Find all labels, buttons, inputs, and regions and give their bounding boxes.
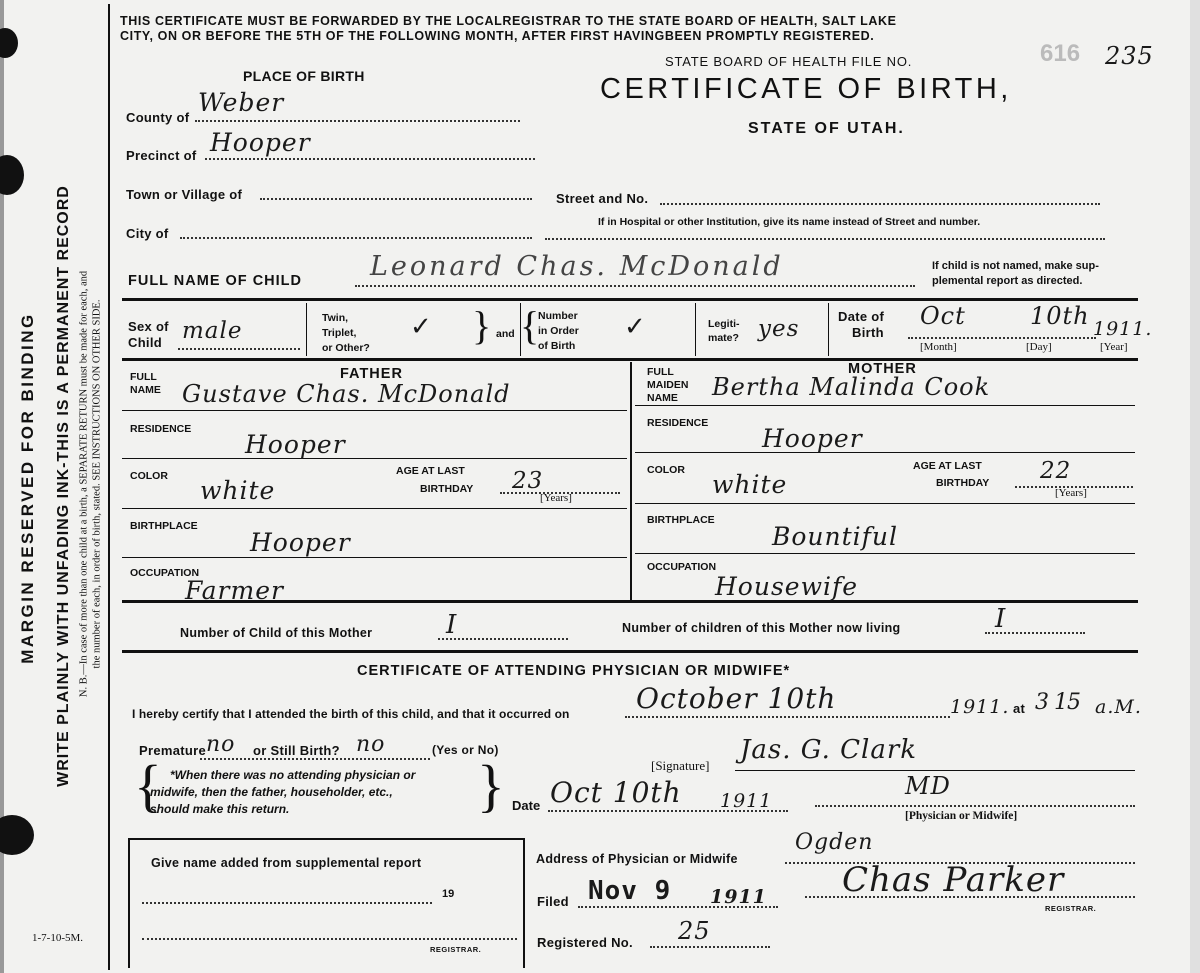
order-label-3: of Birth <box>538 340 576 352</box>
place-of-birth-heading: PLACE OF BIRTH <box>243 68 365 84</box>
stillbirth-label: or Still Birth? <box>253 743 340 758</box>
page-right-edge <box>1190 0 1200 973</box>
father-name-value: Gustave Chas. McDonald <box>182 380 511 408</box>
note-line3: should make this return. <box>150 802 290 816</box>
mother-occupation-value: Housewife <box>715 572 859 601</box>
supplemental-heading: Give name added from supplemental report <box>151 856 422 870</box>
header-notice-line2: CITY, ON OR BEFORE THE 5TH OF THE FOLLOWING MONTH, AFTER FIRST HAVINGBEEN PROMPTLY REGISTERED. <box>120 29 875 43</box>
filed-line <box>578 906 778 908</box>
father-occupation-label: OCCUPATION <box>130 567 200 579</box>
date-year: 1911 <box>720 790 773 812</box>
father-age-value: 23 <box>512 468 544 494</box>
living-line <box>985 632 1085 634</box>
town-line <box>260 198 532 200</box>
physician-heading: CERTIFICATE OF ATTENDING PHYSICIAN OR MIDWIFE* <box>357 663 791 679</box>
mother-residence-value: Hooper <box>762 424 863 453</box>
precinct-label: Precinct of <box>126 148 197 163</box>
child-name-label: FULL NAME OF CHILD <box>128 273 302 289</box>
occurred-date: October 10th <box>636 682 837 715</box>
legit-label-1: Legiti- <box>708 318 740 330</box>
mother-residence-label: RESIDENCE <box>647 417 709 429</box>
mother-age-value: 22 <box>1040 458 1072 484</box>
role-value: MD <box>905 772 951 800</box>
child-name-value: Leonard Chas. McDonald <box>370 251 784 282</box>
twin-brace: } <box>472 303 492 348</box>
father-occupation-value: Farmer <box>185 576 284 605</box>
address-value: Ogden <box>795 830 874 855</box>
state-file-no-label: STATE BOARD OF HEALTH FILE NO. <box>665 54 913 69</box>
rule-mother-color <box>635 452 1135 453</box>
hospital-line <box>545 238 1105 240</box>
father-birthplace-label: BIRTHPLACE <box>130 520 198 532</box>
sex-label-1: Sex of <box>128 319 169 334</box>
certificate-subtitle: STATE OF UTAH. <box>748 120 905 137</box>
mother-years-caption: [Years] <box>1055 487 1087 499</box>
twin-label-2: Triplet, <box>322 327 357 339</box>
dob-label-2: Birth <box>852 325 884 340</box>
signature-line <box>735 770 1135 771</box>
note-brace-right: } <box>477 753 505 818</box>
rule-father-color <box>122 458 627 459</box>
registered-line <box>650 946 770 948</box>
margin-note-line2: the number of each, in order of birth, stated. SEE INSTRUCTIONS ON OTHER SIDE. <box>91 299 103 669</box>
child-number-value: I <box>446 610 458 640</box>
premature-label: Premature <box>139 743 207 758</box>
unnamed-note-line2: plemental report as directed. <box>932 275 1083 287</box>
father-color-value: white <box>200 476 276 505</box>
father-residence-value: Hooper <box>245 430 346 459</box>
father-residence-label: RESIDENCE <box>130 423 192 435</box>
child-name-line <box>355 285 915 287</box>
county-label: County of <box>126 110 190 125</box>
dob-line <box>908 337 1096 339</box>
filed-year: 1911 <box>710 886 767 908</box>
mother-age-label-1: AGE AT LAST <box>913 460 982 472</box>
twin-label-3: or Other? <box>322 342 370 354</box>
mother-birthplace-value: Bountiful <box>772 522 899 551</box>
mother-occupation-label: OCCUPATION <box>647 561 717 573</box>
time-value: 3 15 <box>1035 690 1080 715</box>
mother-color-value: white <box>712 470 788 499</box>
registrar-line <box>805 896 1135 898</box>
supplemental-registrar-caption: REGISTRAR. <box>430 945 482 954</box>
binding-hole-top <box>0 28 18 58</box>
sex-value: male <box>182 318 243 344</box>
mother-name-value: Bertha Malinda Cook <box>712 373 991 401</box>
sex-label-2: Child <box>128 335 162 350</box>
occurred-line <box>625 716 950 718</box>
date-value: Oct 10th <box>550 776 682 809</box>
dob-label-1: Date of <box>838 309 885 324</box>
binding-hole-upper <box>0 155 24 195</box>
unnamed-note-line1: If child is not named, make sup- <box>932 260 1099 272</box>
order-brace: { <box>520 303 540 348</box>
signature-value: Jas. G. Clark <box>740 735 918 765</box>
registrar-caption: REGISTRAR. <box>1045 904 1097 913</box>
legit-label-2: mate? <box>708 332 739 344</box>
filed-label: Filed <box>537 894 569 909</box>
dob-month-caption: [Month] <box>920 341 957 353</box>
mother-full-label-1: FULL <box>647 366 674 378</box>
parents-divider <box>630 362 632 600</box>
father-full-label-1: FULL <box>130 371 157 383</box>
mother-birthplace-label: BIRTHPLACE <box>647 514 715 526</box>
street-line <box>660 203 1100 205</box>
dob-month: Oct <box>920 302 966 330</box>
rule-father-occupation <box>122 557 627 558</box>
city-line <box>180 237 532 239</box>
divider-sex <box>306 303 307 356</box>
living-value: I <box>995 604 1007 634</box>
margin-divider-line <box>108 4 110 970</box>
supplemental-year-prefix: 19 <box>442 888 455 900</box>
father-birthplace-value: Hooper <box>250 528 351 557</box>
father-years-caption: [Years] <box>540 492 572 504</box>
state-file-no-handwritten: 235 <box>1105 42 1154 70</box>
hospital-note: If in Hospital or other Institution, give its name instead of Street and number. <box>598 216 981 228</box>
margin-ink-text: WRITE PLAINLY WITH UNFADING INK-THIS IS A PERMANENT RECORD <box>55 185 72 787</box>
divider-dob <box>828 303 829 356</box>
rule-father-birthplace <box>122 508 627 509</box>
dob-day: 10th <box>1030 302 1090 330</box>
registered-value: 25 <box>678 917 711 945</box>
town-label: Town or Village of <box>126 187 243 202</box>
margin-binding-text: MARGIN RESERVED FOR BINDING <box>18 312 37 664</box>
mother-color-label: COLOR <box>647 464 685 476</box>
occurred-year: 1911. <box>950 696 1010 718</box>
rule-mother-birthplace <box>635 503 1135 504</box>
note-line1: *When there was no attending physician or <box>170 768 416 782</box>
mother-full-label-3: NAME <box>647 392 678 404</box>
mother-heading: MOTHER <box>848 361 917 377</box>
dob-day-caption: [Day] <box>1026 341 1052 353</box>
rule-mother-occupation <box>635 553 1135 554</box>
child-number-line <box>438 638 568 640</box>
street-label: Street and No. <box>556 191 649 206</box>
registered-label: Registered No. <box>537 935 633 950</box>
note-brace-left: { <box>134 753 162 818</box>
mother-full-label-2: MAIDEN <box>647 379 689 391</box>
precinct-value: Hooper <box>210 128 311 157</box>
certificate-title: CERTIFICATE OF BIRTH, <box>600 73 1012 105</box>
county-value: Weber <box>198 88 285 117</box>
binding-hole-lower <box>0 815 34 855</box>
father-age-label-1: AGE AT LAST <box>396 465 465 477</box>
registrar-signature: Chas Parker <box>842 860 1065 900</box>
order-value: ✓ <box>624 312 647 342</box>
living-label: Number of children of this Mother now living <box>622 621 901 635</box>
date-label: Date <box>512 798 541 813</box>
rule-counts-bottom <box>122 650 1138 653</box>
header-notice-line1: THIS CERTIFICATE MUST BE FORWARDED BY THE LOCALREGISTRAR TO THE STATE BOARD OF HEALTH, SALT LAKE <box>120 14 897 28</box>
stillbirth-value: no <box>356 732 386 757</box>
sex-line <box>178 348 300 350</box>
dob-year: 1911. <box>1093 318 1153 340</box>
date-line <box>548 810 788 812</box>
order-label-2: in Order <box>538 325 579 337</box>
address-label: Address of Physician or Midwife <box>536 852 738 866</box>
order-label-1: Number <box>538 310 578 322</box>
state-file-no-stamp: 616 <box>1040 40 1081 67</box>
premature-line <box>200 758 430 760</box>
at-label: at <box>1013 701 1026 716</box>
rule-parents-top <box>122 358 1138 361</box>
city-label: City of <box>126 226 169 241</box>
divider-legit <box>695 303 696 356</box>
twin-label-1: Twin, <box>322 312 349 324</box>
supplemental-line2 <box>142 938 517 940</box>
father-age-label-2: BIRTHDAY <box>420 483 474 495</box>
note-line2: midwife, then the father, householder, etc., <box>150 785 393 799</box>
role-line <box>815 805 1135 807</box>
supplemental-box <box>128 838 525 968</box>
twin-value: ✓ <box>410 312 433 342</box>
rule-mother-residence <box>635 405 1135 406</box>
father-color-label: COLOR <box>130 470 168 482</box>
form-code: 1-7-10-5M. <box>32 932 84 944</box>
yesno-caption: (Yes or No) <box>432 743 499 757</box>
rule-child-top <box>122 298 1138 301</box>
signature-label: [Signature] <box>651 758 710 773</box>
role-caption: [Physician or Midwife] <box>905 810 1018 822</box>
premature-value: no <box>206 732 236 757</box>
father-heading: FATHER <box>340 366 403 382</box>
precinct-line <box>205 158 535 160</box>
child-number-label: Number of Child of this Mother <box>180 626 373 640</box>
supplemental-line1 <box>142 902 432 904</box>
county-line <box>195 120 520 122</box>
certify-text: I hereby certify that I attended the birth of this child, and that it occurred on <box>132 707 570 721</box>
ampm-value: a.M. <box>1095 696 1142 718</box>
dob-year-caption: [Year] <box>1100 341 1128 353</box>
margin-note-line1: N. B.—In case of more than one child at a birth, a SEPARATE RETURN must be made for each, and <box>78 270 90 698</box>
and-label: and <box>496 328 515 340</box>
mother-age-label-2: BIRTHDAY <box>936 477 990 489</box>
father-full-label-2: NAME <box>130 384 161 396</box>
legit-value: yes <box>758 316 800 342</box>
rule-father-residence <box>122 410 627 411</box>
filed-value: Nov 9 <box>588 876 672 906</box>
